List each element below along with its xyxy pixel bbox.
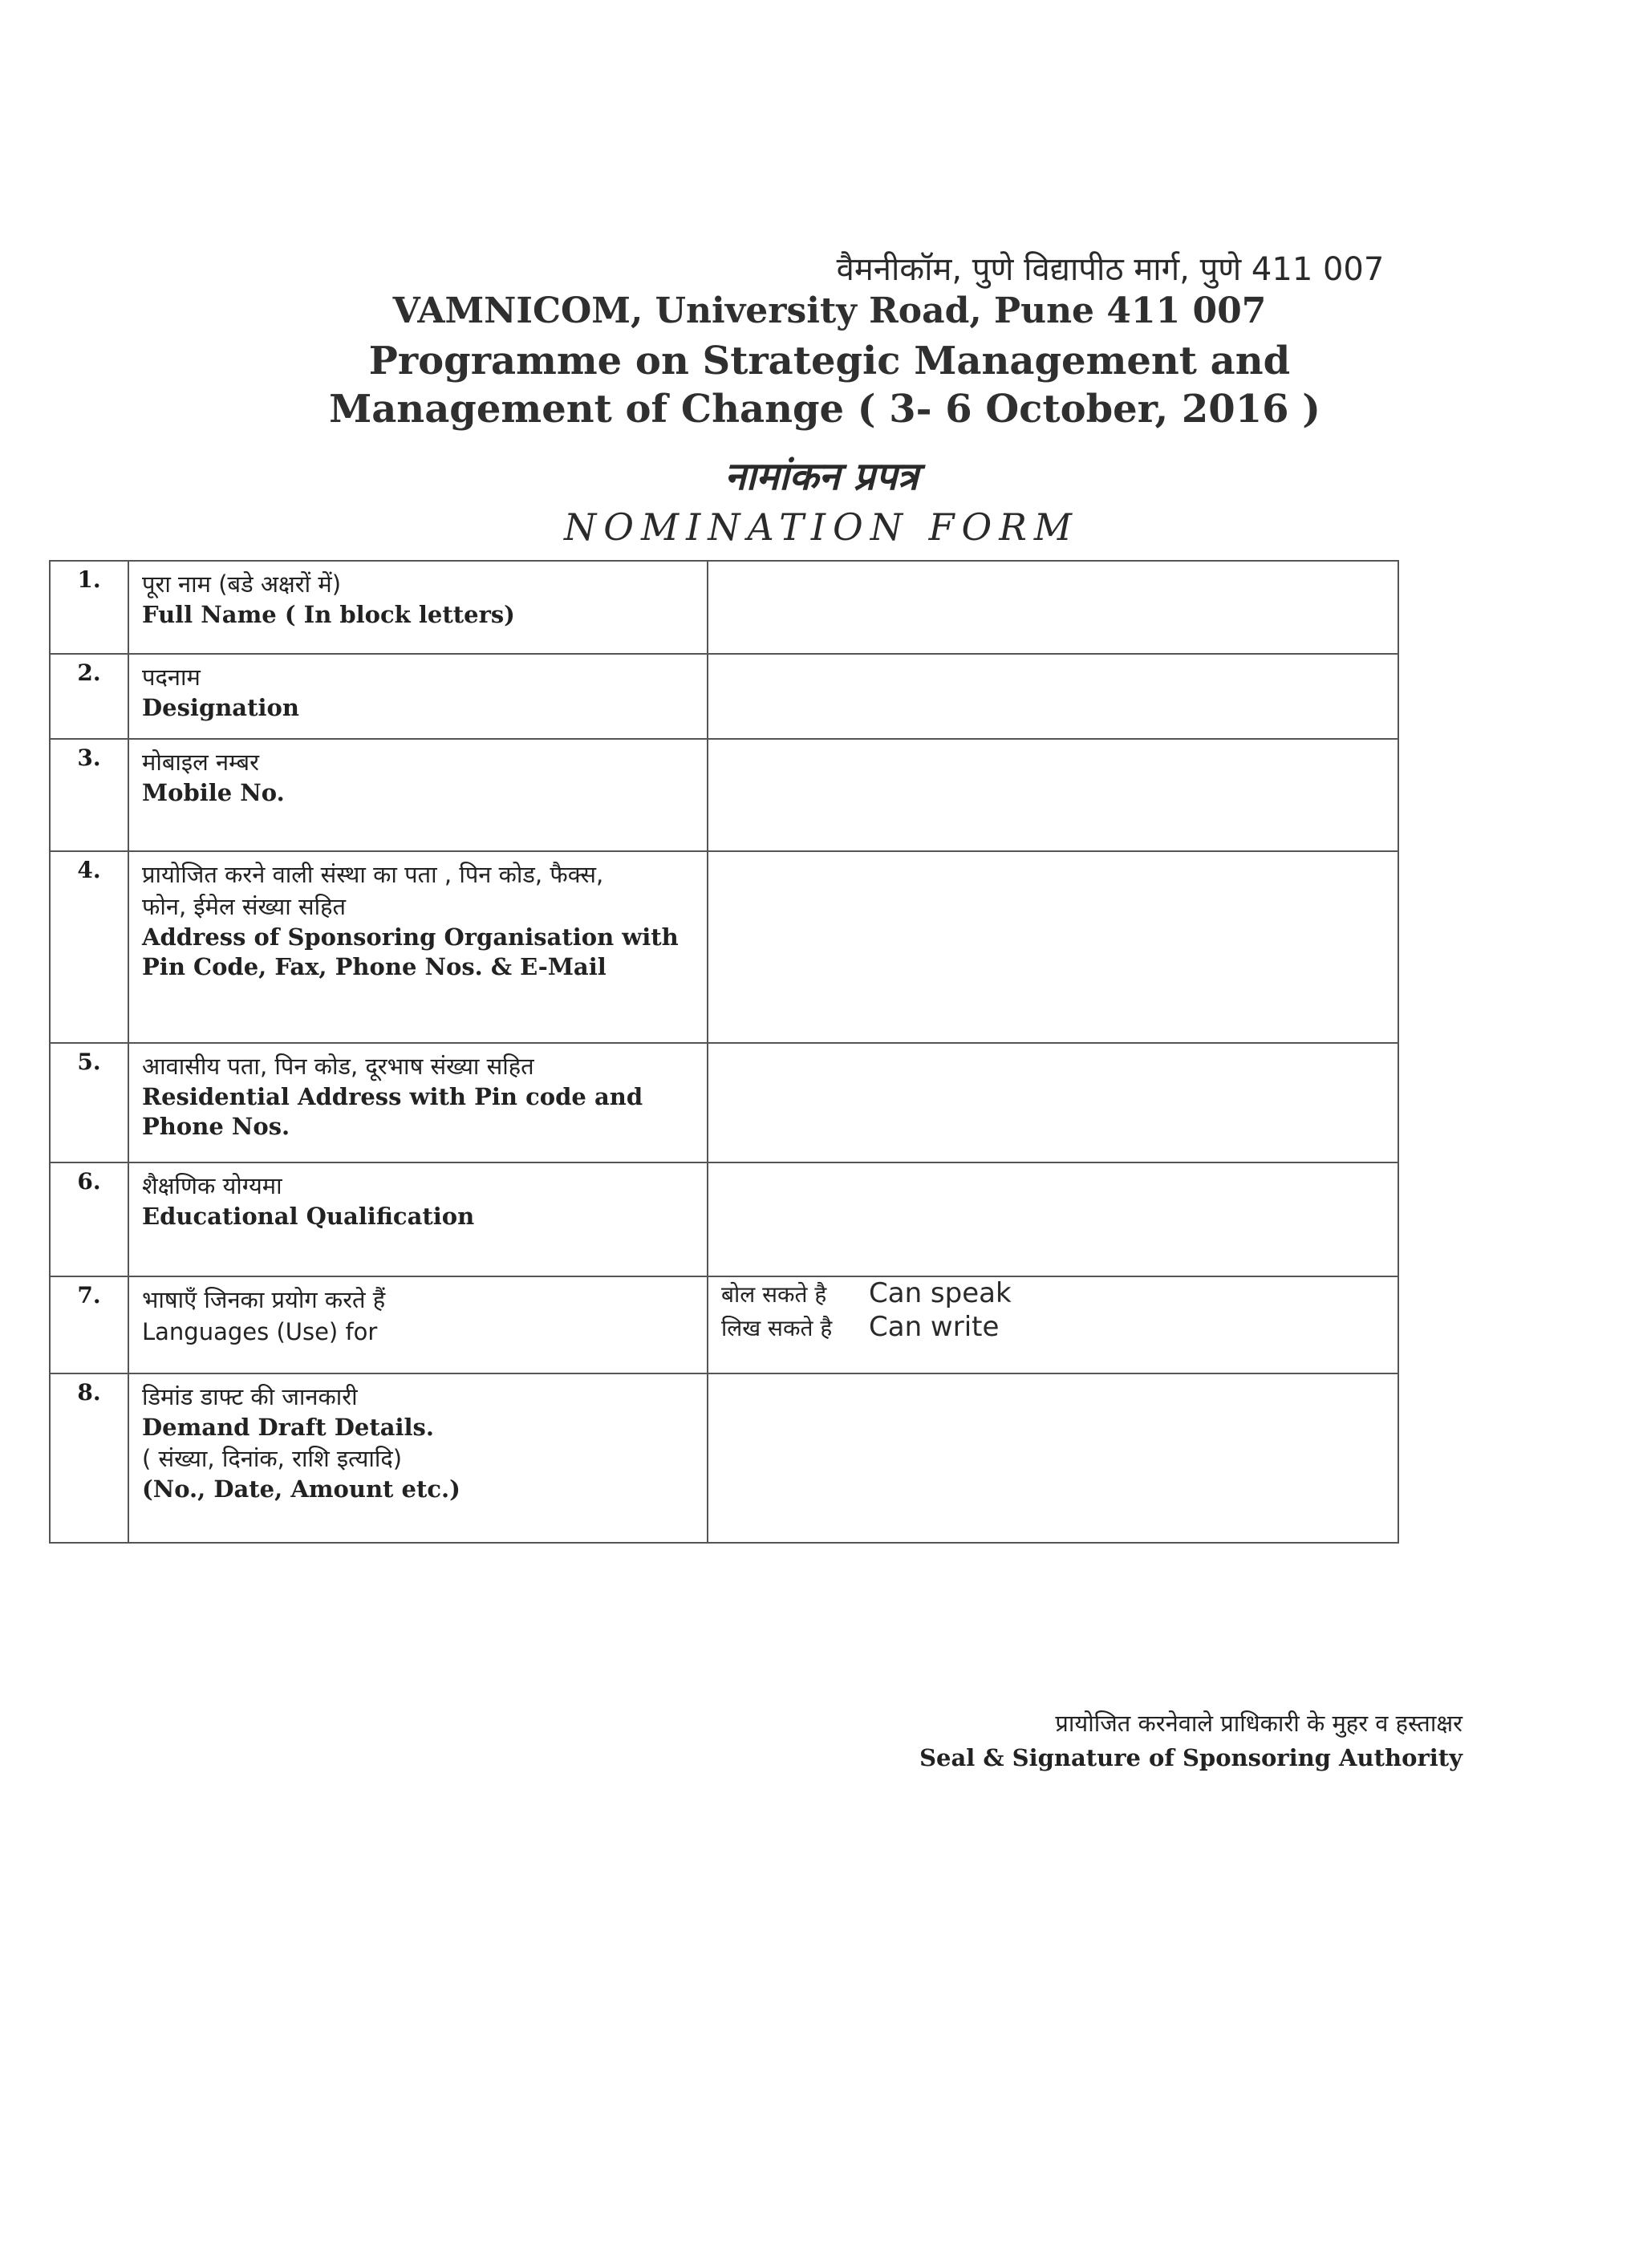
designation-field[interactable] <box>708 654 1398 739</box>
nomination-form-table <box>49 560 1399 1544</box>
row-label <box>128 1276 708 1373</box>
residential-address-field[interactable] <box>708 1043 1398 1162</box>
label-english-line2: (No., Date, Amount etc.) <box>142 1475 460 1503</box>
label-hindi-line2: फोन, ईमेल संख्या सहित <box>142 893 347 920</box>
programme-title-line2: Management of Change ( 3- 6 October, 2016 ) <box>329 387 1320 432</box>
row-number: 1. <box>50 561 128 654</box>
can-speak-hindi: बोल सकते है <box>721 1281 827 1308</box>
label-hindi: भाषाएँ जिनका प्रयोग करते हैं <box>142 1286 386 1313</box>
sponsor-address-field[interactable] <box>708 851 1398 1043</box>
label-hindi: पदनाम <box>142 663 201 691</box>
label-english: Languages (Use) for <box>142 1318 378 1345</box>
row-number: 3. <box>50 739 128 851</box>
full-name-field[interactable] <box>708 561 1398 654</box>
can-write-line <box>708 1311 1398 1345</box>
mobile-field[interactable] <box>708 739 1398 851</box>
can-speak-line <box>708 1277 1398 1311</box>
label-english-line2: Pin Code, Fax, Phone Nos. & E-Mail <box>142 953 606 980</box>
form-row-languages <box>50 1276 1398 1373</box>
label-hindi: पूरा नाम (बडे अक्षरों में) <box>142 570 342 598</box>
label-english-line2: Phone Nos. <box>142 1113 290 1140</box>
can-write-english: Can write <box>869 1311 1000 1343</box>
row-label <box>128 561 708 654</box>
demand-draft-field[interactable] <box>708 1373 1398 1543</box>
form-row-mobile <box>50 739 1398 851</box>
row-label <box>128 1043 708 1162</box>
row-number: 4. <box>50 851 128 1043</box>
form-row-designation <box>50 654 1398 739</box>
label-hindi: डिमांड डाफ्ट की जानकारी <box>142 1383 358 1410</box>
row-label <box>128 1162 708 1276</box>
form-title-hindi: नामांकन प्रपत्र <box>724 454 919 499</box>
label-english: Full Name ( In block letters) <box>142 601 515 628</box>
label-english: Educational Qualification <box>142 1203 475 1230</box>
label-english: Address of Sponsoring Organisation with <box>142 923 679 951</box>
label-english: Designation <box>142 694 299 721</box>
form-row-full-name <box>50 561 1398 654</box>
row-number: 5. <box>50 1043 128 1162</box>
label-english: Demand Draft Details. <box>142 1414 434 1441</box>
can-write-hindi: लिख सकते है <box>721 1315 833 1341</box>
languages-field[interactable] <box>708 1276 1398 1373</box>
label-english: Mobile No. <box>142 779 285 806</box>
programme-title-line1: Programme on Strategic Management and <box>368 339 1291 383</box>
can-speak-english: Can speak <box>869 1277 1012 1309</box>
label-english: Residential Address with Pin code and <box>142 1083 643 1110</box>
seal-signature-english: Seal & Signature of Sponsoring Authority <box>919 1744 1462 1771</box>
form-row-sponsor-address <box>50 851 1398 1043</box>
seal-signature-hindi: प्रायोजित करनेवाले प्राधिकारी के मुहर व हस्ताक्षर <box>1055 1710 1462 1737</box>
row-label <box>128 739 708 851</box>
label-hindi-line2: ( संख्या, दिनांक, राशि इत्यादि) <box>142 1445 403 1472</box>
label-hindi: प्रायोजित करने वाली संस्था का पता , पिन कोड, फैक्स, <box>142 861 604 888</box>
label-hindi: मोबाइल नम्बर <box>142 749 259 776</box>
row-label <box>128 1373 708 1543</box>
hindi-address: वैमनीकॉम, पुणे विद्यापीठ मार्ग, पुणे 411 007 <box>836 251 1385 288</box>
row-number: 7. <box>50 1276 128 1373</box>
row-number: 6. <box>50 1162 128 1276</box>
label-hindi: आवासीय पता, पिन कोड, दूरभाष संख्या सहित <box>142 1053 534 1080</box>
form-row-education <box>50 1162 1398 1276</box>
row-label <box>128 654 708 739</box>
label-hindi: शैक्षणिक योग्यमा <box>142 1172 282 1199</box>
education-field[interactable] <box>708 1162 1398 1276</box>
row-label <box>128 851 708 1043</box>
english-address: VAMNICOM, University Road, Pune 411 007 <box>392 290 1267 331</box>
row-number: 8. <box>50 1373 128 1543</box>
form-title-english: NOMINATION FORM <box>564 505 1079 549</box>
form-row-demand-draft <box>50 1373 1398 1543</box>
form-row-residential-address <box>50 1043 1398 1162</box>
row-number: 2. <box>50 654 128 739</box>
